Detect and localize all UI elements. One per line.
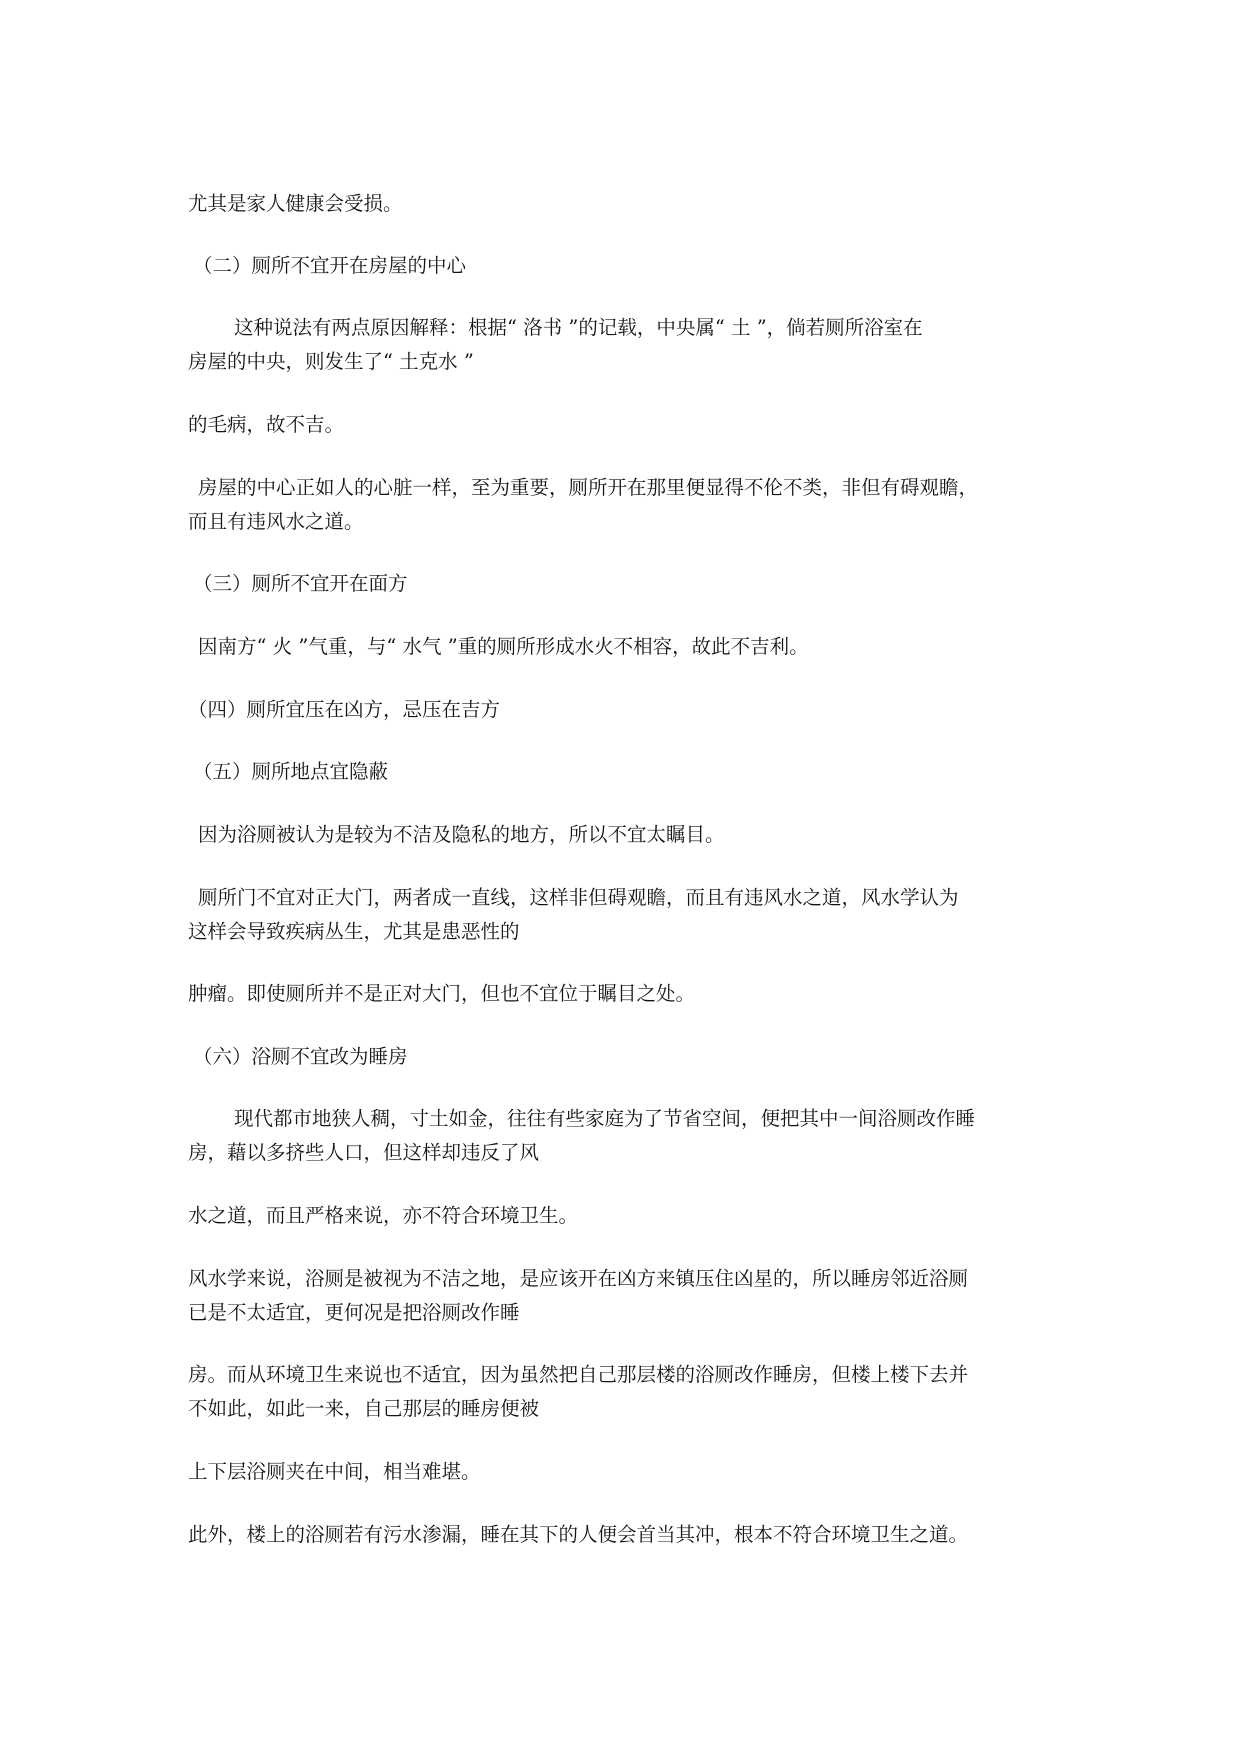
text-line: 厕所门不宜对正大门，两者成一直线，这样非但碍观瞻，而且有违风水之道，风水学认为 xyxy=(198,886,959,909)
text-line: 因为浴厕被认为是较为不洁及隐私的地方，所以不宜太瞩目。 xyxy=(198,823,725,846)
text-line: 而且有违风水之道。 xyxy=(188,510,364,533)
text-line: 的毛病，故不吉。 xyxy=(188,413,345,436)
text-line: 此外，楼上的浴厕若有污水渗漏，睡在其下的人便会首当其冲，根本不符合环境卫生之道。 xyxy=(188,1523,969,1546)
text-line: 现代都市地狭人稠，寸土如金，往往有些家庭为了节省空间，便把其中一间浴厕改作睡 xyxy=(234,1107,976,1130)
section-heading: （五）厕所地点宜隐蔽 xyxy=(193,760,389,783)
text-line: 房。而从环境卫生来说也不适宜，因为虽然把自己那层楼的浴厕改作睡房，但楼上楼下去并 xyxy=(188,1363,969,1386)
text-line: 已是不太适宜，更何况是把浴厕改作睡 xyxy=(188,1301,520,1324)
section-heading: （三）厕所不宜开在面方 xyxy=(193,572,408,595)
text-line: 上下层浴厕夹在中间，相当难堪。 xyxy=(188,1460,481,1483)
text-line: 因南方“ 火 ”气重，与“ 水气 ”重的厕所形成水火不相容，故此不吉利。 xyxy=(198,635,809,658)
text-line: 房屋的中心正如人的心脏一样，至为重要，厕所开在那里便显得不伦不类，非但有碍观瞻， xyxy=(198,476,979,499)
text-line: 这样会导致疾病丛生，尤其是患恶性的 xyxy=(188,920,520,943)
section-heading: （六）浴厕不宜改为睡房 xyxy=(193,1045,408,1068)
section-heading: （四）厕所宜压在凶方，忌压在吉方 xyxy=(188,698,501,721)
text-line: 不如此，如此一来，自己那层的睡房便被 xyxy=(188,1397,540,1420)
text-line: 尤其是家人健康会受损。 xyxy=(188,192,403,215)
text-line: 房屋的中央，则发生了“ 土克水 ” xyxy=(188,350,474,373)
section-heading: （二）厕所不宜开在房屋的中心 xyxy=(193,254,467,277)
text-line: 房，藉以多挤些人口，但这样却违反了风 xyxy=(188,1141,540,1164)
text-line: 肿瘤。即使厕所并不是正对大门，但也不宜位于瞩目之处。 xyxy=(188,982,696,1005)
text-line: 风水学来说，浴厕是被视为不洁之地，是应该开在凶方来镇压住凶星的，所以睡房邻近浴厕 xyxy=(188,1267,969,1290)
text-line: 水之道，而且严格来说，亦不符合环境卫生。 xyxy=(188,1204,579,1227)
text-line: 这种说法有两点原因解释：根据“ 洛书 ”的记载，中央属“ 土 ”，倘若厕所浴室在 xyxy=(234,316,923,339)
